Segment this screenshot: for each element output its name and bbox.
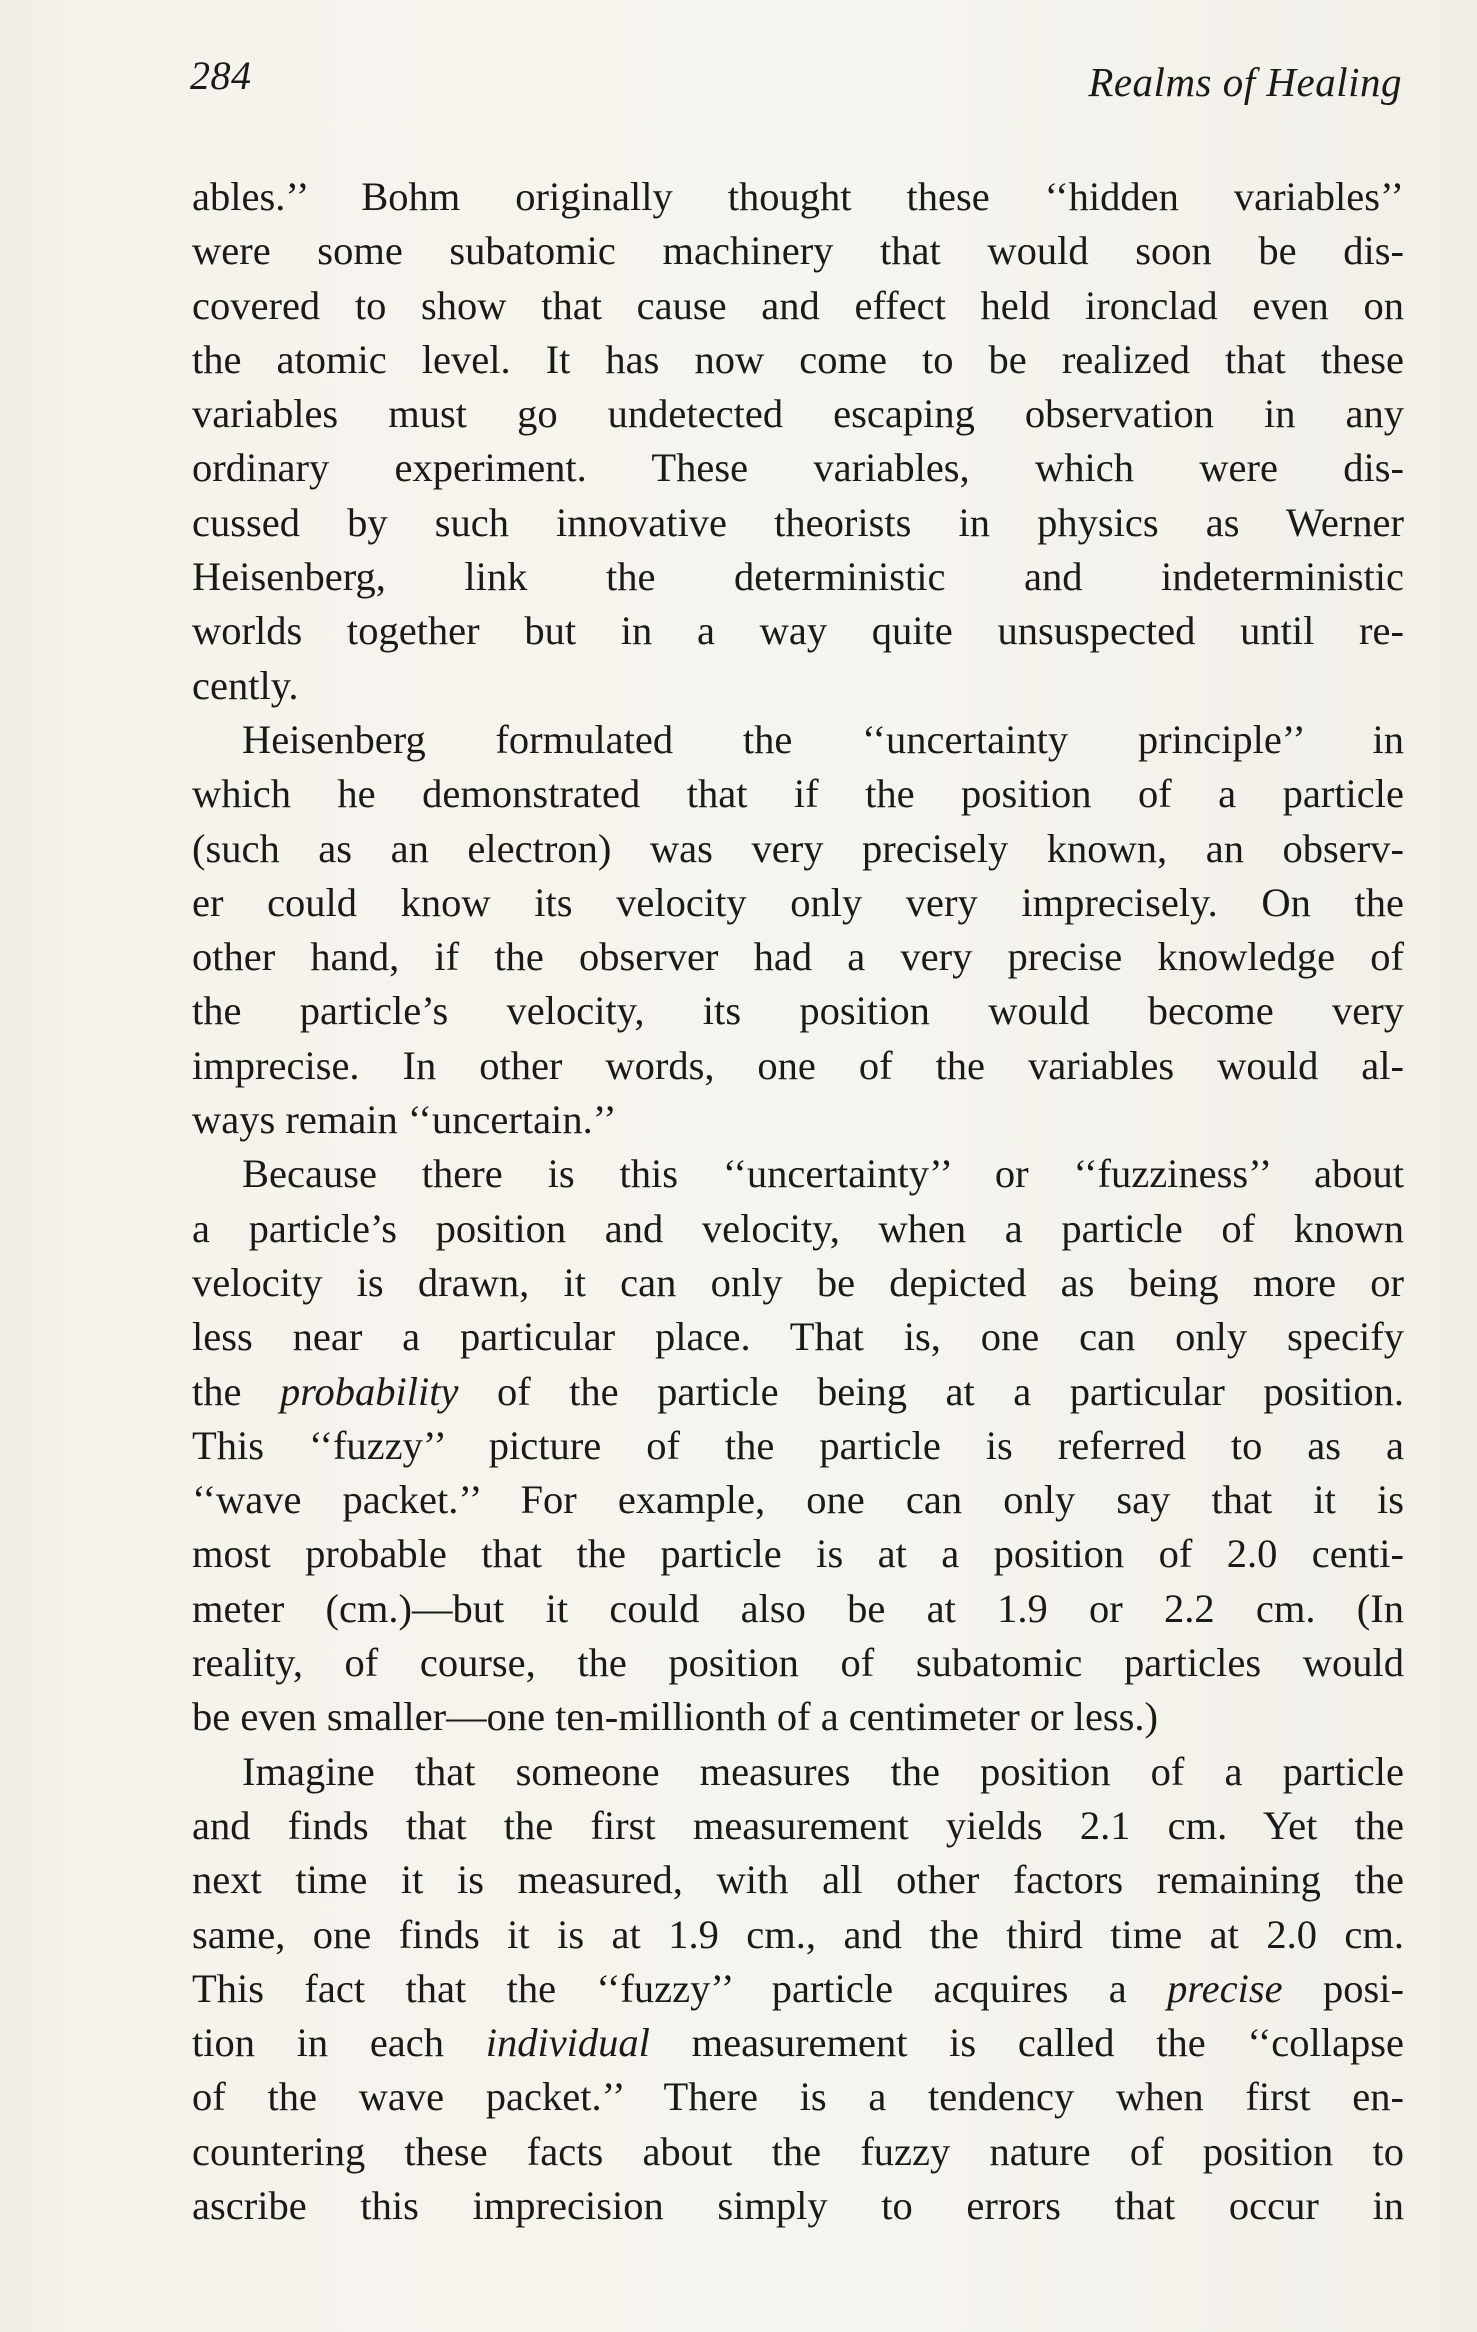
text-line: the particle’s velocity, its position would become very (192, 988, 1404, 1034)
text-line: ways remain ‘‘uncertain.’’ (192, 1097, 617, 1143)
text-line: imprecise. In other words, one of the variables would al- (192, 1042, 1404, 1088)
italic-emphasis: precise (1167, 1965, 1283, 2011)
text-line: Heisenberg formulated the ‘‘uncertainty principle’’ in (242, 716, 1404, 762)
page-header (190, 52, 1402, 112)
text-line (192, 1962, 1404, 2016)
text-line (192, 2016, 1404, 2070)
text-line: This ‘‘fuzzy’’ picture of the particle is referred to as a (192, 1422, 1404, 1468)
text-line: meter (cm.)—but it could also be at 1.9 or 2.2 cm. (In (192, 1585, 1404, 1631)
text-run: of the particle being at a particular position. (458, 1368, 1404, 1414)
text-line: cently. (192, 662, 299, 708)
text-line: the atomic level. It has now come to be realized that these (192, 336, 1404, 382)
text-line (192, 1365, 1404, 1419)
text-line: less near a particular place. That is, one can only specify (192, 1314, 1404, 1360)
running-head: Realms of Healing (1088, 59, 1402, 105)
text-line: were some subatomic machinery that would soon be dis- (192, 228, 1404, 274)
text-line: next time it is measured, with all other factors remaining the (192, 1857, 1404, 1903)
text-run: measurement is called the ‘‘collapse (649, 2020, 1404, 2066)
text-line: velocity is drawn, it can only be depicted as being more or (192, 1259, 1404, 1305)
text-run: the (192, 1368, 280, 1414)
text-run: posi- (1282, 1965, 1404, 2011)
text-line: reality, of course, the position of subatomic particles would (192, 1640, 1404, 1686)
text-line: variables must go undetected escaping observation in any (192, 391, 1404, 437)
text-line: covered to show that cause and effect held ironclad even on (192, 282, 1404, 328)
text-line: cussed by such innovative theorists in physics as Werner (192, 499, 1404, 545)
text-line: Imagine that someone measures the position of a particle (242, 1748, 1404, 1794)
text-line: same, one finds it is at 1.9 cm., and the third time at 2.0 cm. (192, 1911, 1404, 1957)
text-line: a particle’s position and velocity, when a particle of known (192, 1205, 1404, 1251)
text-line: most probable that the particle is at a position of 2.0 centi- (192, 1531, 1404, 1577)
text-line: ‘‘wave packet.’’ For example, one can only say that it is (192, 1477, 1404, 1523)
italic-emphasis: individual (485, 2020, 650, 2066)
text-line: Because there is this ‘‘uncertainty’’ or ‘‘fuzziness’’ about (242, 1151, 1404, 1197)
text-run: tion in each (192, 2020, 486, 2066)
text-line: and finds that the first measurement yields 2.1 cm. Yet the (192, 1802, 1404, 1848)
text-line: other hand, if the observer had a very precise knowledge of (192, 934, 1404, 980)
text-line: ascribe this imprecision simply to errors that occur in (192, 2182, 1404, 2228)
page-number: 284 (190, 53, 252, 98)
text-line: er could know its velocity only very imprecisely. On the (192, 879, 1404, 925)
text-run: This fact that the ‘‘fuzzy’’ particle acquires a (192, 1965, 1168, 2011)
text-line: (such as an electron) was very precisely known, an observ- (192, 825, 1404, 871)
text-line: Heisenberg, link the deterministic and indeterministic (192, 554, 1404, 600)
text-line: ordinary experiment. These variables, which were dis- (192, 445, 1404, 491)
body-text (192, 170, 1404, 2233)
text-line: of the wave packet.’’ There is a tendency when first en- (192, 2074, 1404, 2120)
text-line: ables.’’ Bohm originally thought these ‘‘hidden variables’’ (192, 174, 1404, 219)
text-line: countering these facts about the fuzzy nature of position to (192, 2128, 1404, 2174)
text-line: worlds together but in a way quite unsuspected until re- (192, 608, 1404, 654)
text-line: which he demonstrated that if the position of a particle (192, 771, 1404, 817)
text-line: be even smaller—one ten-millionth of a centimeter or less.) (192, 1694, 1159, 1740)
italic-emphasis: probability (279, 1368, 459, 1414)
